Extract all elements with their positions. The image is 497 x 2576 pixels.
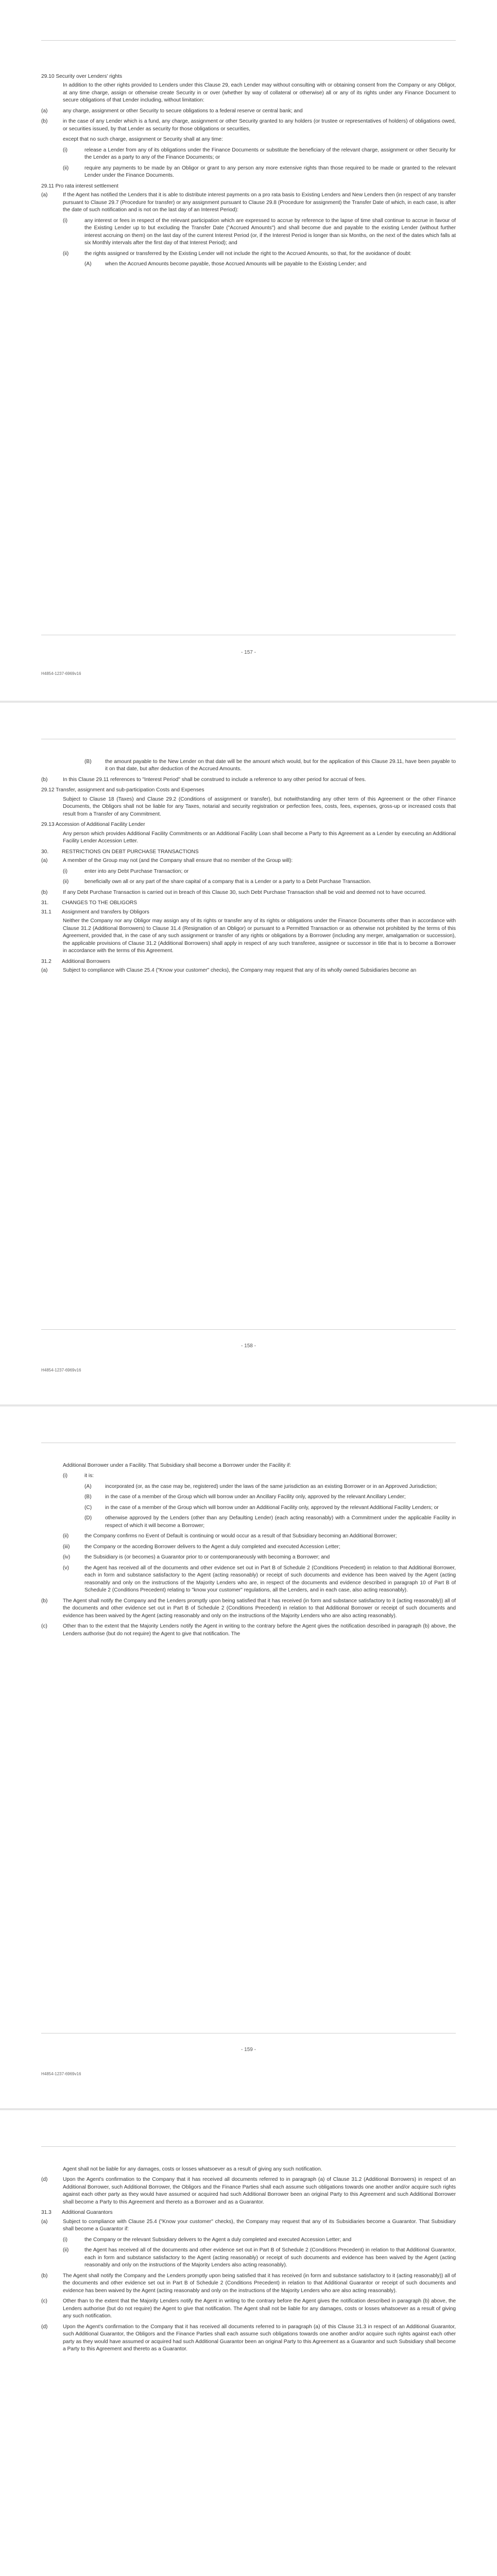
list-item: (ii) beneficially own all or any part of the share capital of a company that is a Lender or a party to a Debt Purchase Transaction.: [63, 879, 371, 885]
list-item: (b) The Agent shall notify the Company and the Lenders promptly upon being satisfied that it has received (in form and substance satisfactory to it (acting reasonably)) all of the documents and other evidence set out in Part B of Schedule 2 (Conditions Precedent) in relation to that Additional Guarantor or receipt of such documents and evidence has been waived by the Agent (acting reasonably and only on the instructions of the Majority Lenders who are also acting reasonably).: [41, 2273, 456, 2294]
page-number: - 157 -: [241, 650, 256, 655]
header-rule: [41, 40, 456, 41]
page-157-body: [41, 73, 456, 272]
clause-31-2-heading: 31.2 Additional Borrowers: [41, 958, 110, 964]
list-item: (v) the Agent has received all of the documents and other evidence set out in Part B of Schedule 2 (Conditions Precedent) in relation to that Additional Borrower, each in form and substance satisfactory to the Agent (acting reasonably) or receipt of such documents and evidence has been waived by the Agent (acting reasonably and only on the instructions of the Majority Lenders who are, in respect of the documents and evidence described in paragraph 10 of Part B of Schedule 2 (Conditions Precedent) relating to "know your customer" regulations, all the Lenders, and in each case, also acting reasonably).: [63, 1565, 456, 1594]
list-item: (D) otherwise approved by the Lenders (other than any Defaulting Lender) (each acting reasonably) with a Commitment under the applicable Facility in respect of which it will become a Borrower;: [84, 1515, 456, 1529]
footer-rule: [41, 1329, 456, 1330]
list-item: (iii) the Company or the acceding Borrower delivers to the Agent a duly completed and executed Accession Letter;: [63, 1544, 340, 1550]
clause-31-2-c-continued: Agent shall not be liable for any damages, costs or losses whatsoever as a result of giving any such notification.: [63, 2166, 322, 2172]
list-item: (ii) require any payments to be made by an Obligor or grant to any person any more extensive rights than those required to be made or granted to the relevant Lender under the Finance Documents.: [63, 165, 456, 179]
document-reference: H4854-1237-6969v16: [41, 2072, 81, 2076]
page-160: [0, 2110, 497, 2576]
clause-29-12-heading: 29.12 Transfer, assignment and sub-participation Costs and Expenses: [41, 787, 204, 793]
list-item: (i) it is:: [63, 1473, 94, 1479]
list-item: (A) incorporated (or, as the case may be, registered) under the laws of the same jurisdiction as an existing Borrower or in an Approved Jurisdiction;: [84, 1483, 437, 1489]
page-157: [0, 0, 497, 701]
list-item: (ii) the Agent has received all of the documents and other evidence set out in Part B of Schedule 2 (Conditions Precedent) in relation to that Additional Guarantor, each in form and substance satisfactory to the Agent (acting reasonably) or receipt of such documents and evidence has been waived by the Agent (acting reasonably and only on the instructions of the Majority Lenders also acting reasonably).: [63, 2247, 456, 2268]
clause-31-1-text: Neither the Company nor any Obligor may assign any of its rights or transfer any of its rights or obligations under the Finance Documents other than in accordance with Clause 31.2 (Additional Borrowers) to Clause 31.4 (Resignation of an Obligor) or pursuant to a Permitted Transaction or as otherwise not prohibited by the terms of this Agreement, provided that, in the case of any such assignment or transfer of any rights or obligations by a Borrower (including any merger, amalgamation or succession), the applicable provisions of Clause 31.2 (Additional Borrowers) shall apply in respect of any such transferee, assignee or successor in title that is to become a Borrower in accordance with the terms of this Agreement.: [63, 918, 456, 954]
page-number: - 159 -: [241, 2047, 256, 2053]
clause-29-11-heading: 29.11 Pro rata interest settlement: [41, 183, 118, 189]
clause-29-10-heading: 29.10 Security over Lenders' rights: [41, 74, 123, 79]
page-159-body: [41, 1462, 456, 1641]
list-item: (B) in the case of a member of the Group which will borrow under an Ancillary Facility only, approved by the relevant Ancillary Lender;: [84, 1494, 406, 1500]
list-item: (b) The Agent shall notify the Company and the Lenders promptly upon being satisfied that it has received (in form and substance satisfactory to it (acting reasonably)) all of the documents and other evidence set out in Part B of Schedule 2 (Conditions Precedent) in relation to that Additional Borrower or receipt of such documents and evidence has been waived by the Agent (acting reasonably and only on the instructions of the Majority Lenders who are also acting reasonably).: [41, 1598, 456, 1619]
list-item: (b) If any Debt Purchase Transaction is carried out in breach of this Clause 30, such Debt Purchase Transaction shall be void and deemed not to have occurred.: [41, 889, 426, 895]
clause-29-12-text: Subject to Clause 18 (Taxes) and Clause 29.2 (Conditions of assignment or transfer), but notwithstanding any other term of this Agreement or the other Finance Documents, the Obligors shall not be liable for any Taxes, notarial and security registration or perfection fees, costs, fees, expenses, gross-up or increased costs that result from a Transfer of any Commitment.: [63, 796, 456, 817]
list-item: (A) when the Accrued Amounts become payable, those Accrued Amounts will be payable to the Existing Lender; and: [84, 261, 367, 267]
list-item: (i) any interest or fees in respect of the relevant participation which are expressed to accrue by reference to the lapse of time shall continue to accrue in favour of the Existing Lender up to but excluding the Transfer Date ("Accrued Amounts") and shall become due and payable to the existing Lender (without further interest accruing on them) on the last day of the current Interest Period (or, if the Interest Period is longer than six Months, on the next of the dates which falls at six Monthly intervals after the first day of that Interest Period); and: [63, 217, 456, 246]
list-item: (a) If the Agent has notified the Lenders that it is able to distribute interest payments on a pro rata basis to Existing Lenders and New Lenders then (in respect of any transfer pursuant to Clause 29.7 (Procedure for transfer) or any assignment pursuant to Clause 29.8 (Procedure for assignment) the Transfer Date of which, in each case, is after the date of such notification and is not on the last day of an Interest Period):: [41, 192, 456, 213]
clause-29-13-heading: 29.13 Accession of Additional Facility Lender: [41, 822, 145, 828]
list-item: (c) Other than to the extent that the Majority Lenders notify the Agent in writing to the contrary before the Agent gives the notification described in paragraph (b) above, the Lenders authorise (but do not require) the Agent to give that notification. The: [41, 1623, 456, 1637]
clause-31-1-heading: 31.1 Assignment and transfers by Obligors: [41, 909, 149, 915]
page-158: [0, 703, 497, 1404]
clause-31-heading: 31. CHANGES TO THE OBLIGORS: [41, 900, 138, 906]
list-item: (c) Other than to the extent that the Majority Lenders notify the Agent in writing to the contrary before the Agent gives the notification described in paragraph (b) above, the Lenders authorise (but do not require) the Agent to give that notification. The Agent shall not be liable for any damages, costs or losses whatsoever as a result of giving any such notification.: [41, 2298, 456, 2319]
list-item: (i) enter into any Debt Purchase Transaction; or: [63, 868, 189, 874]
list-item: (ii) the Company confirms no Event of Default is continuing or would occur as a result of that Subsidiary becoming an Additional Borrower;: [63, 1533, 397, 1539]
list-item: (d) Upon the Agent's confirmation to the Company that it has received all documents referred to in paragraph (a) of this Clause 31.3 in respect of an Additional Guarantor, such Additional Guarantor, the Obligors and the Finance Parties shall each assume such obligations towards one another and/or acquire such rights against each other party as they would have assumed or acquired had such Additional Guarantor been an original Party to this Agreement as a Guarantor and such Subsidiary shall become a Party to this Agreement and thereto as a Guarantor.: [41, 2324, 456, 2352]
list-item: (B) the amount payable to the New Lender on that date will be the amount which would, but for the application of this Clause 29.11, have been payable to it on that date, but after deduction of the Accrued Amounts.: [84, 759, 456, 772]
clause-29-13-text: Any person which provides Additional Facility Commitments or an Additional Facility Loan shall become a Party to this Agreement as a Lender by executing an Additional Facility Lender Accession Letter.: [63, 831, 456, 844]
list-item: (a) Subject to compliance with Clause 25.4 ("Know your customer" checks), the Company may request that any of its wholly owned Subsidiaries become an: [41, 968, 417, 974]
list-item: (a) any charge, assignment or other Security to secure obligations to a federal reserve or central bank; and: [41, 108, 303, 114]
list-item: (i) the Company or the relevant Subsidiary delivers to the Agent a duly completed and executed Accession Letter; and: [63, 2236, 352, 2243]
document-reference: H4854-1237-6969v16: [41, 1368, 81, 1372]
clause-30-heading: 30. RESTRICTIONS ON DEBT PURCHASE TRANSACTIONS: [41, 849, 199, 855]
list-item: (d) Upon the Agent's confirmation to the Company that it has received all documents referred to in paragraph (a) of Clause 31.2 (Additional Borrowers) in respect of an Additional Borrower, such Additional Borrower, the Obligors and the Finance Parties shall each assume such obligations towards one another and/or acquire such rights against each other party as they would have assumed or acquired had such Additional Borrower been an original Party to this Agreement and such Additional Borrower shall become a Party to this Agreement and thereto as a Borrower and as a Guarantor.: [41, 2177, 456, 2205]
list-item: (iv) the Subsidiary is (or becomes) a Guarantor prior to or contemporaneously with becoming a Borrower; and: [63, 1554, 330, 1561]
list-item: (i) release a Lender from any of its obligations under the Finance Documents or substitute the beneficiary of the relevant charge, assignment or other Security for the Lender as a party to any of the Finance Documents; or: [63, 147, 456, 161]
page-160-body: [41, 2166, 456, 2357]
document-reference: H4854-1237-6969v16: [41, 671, 81, 676]
list-item: (b) In this Clause 29.11 references to "Interest Period" shall be construed to include a reference to any other period for accrual of fees.: [41, 776, 366, 783]
list-item: (b) in the case of any Lender which is a fund, any charge, assignment or other Security granted to any holders (or trustee or representatives of holders) of obligations owed, or securities issued, by that Lender as security for those obligations or securities,: [41, 118, 456, 132]
page-number: - 158 -: [241, 1343, 256, 1349]
list-item: (a) Subject to compliance with Clause 25.4 ("Know your customer" checks), the Company may request that any of its Subsidiaries become a Guarantor. That Subsidiary shall become a Guarantor if:: [41, 2218, 456, 2232]
page-158-body: [41, 758, 456, 978]
clause-31-3-heading: 31.3 Additional Guarantors: [41, 2210, 113, 2216]
header-rule: [41, 2146, 456, 2147]
clause-31-2-continued: Additional Borrower under a Facility. That Subsidiary shall become a Borrower under the Facility if:: [63, 1463, 291, 1468]
list-item: (C) in the case of a member of the Group which will borrow under an Additional Facility only, approved by the relevant Additional Facility Lenders; or: [84, 1504, 439, 1511]
page-159: [0, 1406, 497, 2108]
list-item: (a) A member of the Group may not (and the Company shall ensure that no member of the Group will):: [41, 858, 293, 864]
list-item: (ii) the rights assigned or transferred by the Existing Lender will not include the right to the Accrued Amounts, so that, for the avoidance of doubt:: [63, 250, 412, 257]
clause-29-10-intro: In addition to the other rights provided to Lenders under this Clause 29, each Lender may without consulting with or obtaining consent from the Company or any Obligor, at any time charge, assign or otherwise create Security in or over (whether by way of collateral or otherwise) all or any of its rights under any Finance Document to secure obligations of that Lender including, without limitation:: [63, 82, 456, 104]
clause-29-10-except: except that no such charge, assignment or Security shall at any time:: [63, 137, 223, 143]
